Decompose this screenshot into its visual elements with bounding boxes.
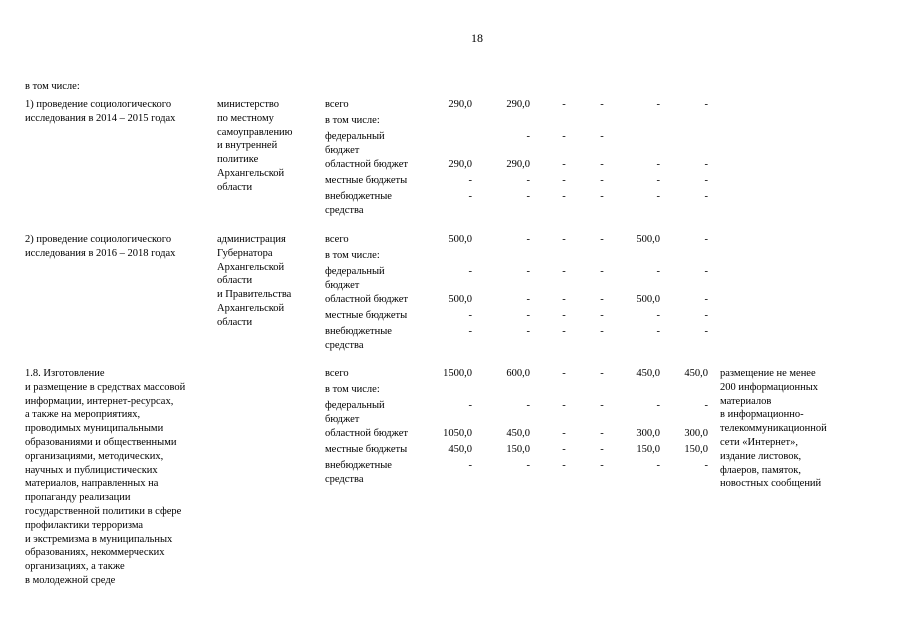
funding-source-label: федеральный бюджет — [325, 400, 385, 425]
funding-source-label: всего — [325, 368, 349, 379]
funding-value: - — [600, 368, 604, 379]
row-description: 1.8. Изготовление и размещение в средствах массовой информации, интернет-ресурсах, а также на мероприятиях, проводимых муниципальными образованиями и общественными организациями, методических, научных и публицистических материалов, направленных на пропаганду реализации государственной политики в сфере профилактики терроризма и экстремизма в муниципальных образованиях, некоммерческих организациях, а также в молодежной среде — [25, 368, 186, 586]
funding-value: - — [562, 368, 566, 379]
funding-value: - — [562, 159, 566, 170]
funding-value: - — [562, 175, 566, 186]
funding-value: 290,0 — [506, 159, 530, 170]
funding-value: - — [562, 266, 566, 277]
funding-value: 300,0 — [636, 428, 660, 439]
funding-value: - — [656, 460, 660, 471]
intro-text: в том числе: — [25, 81, 80, 92]
funding-value: - — [468, 175, 472, 186]
funding-value: - — [656, 326, 660, 337]
funding-value: - — [468, 310, 472, 321]
funding-value: - — [600, 131, 604, 142]
funding-value: - — [704, 99, 708, 110]
funding-value: - — [704, 400, 708, 411]
funding-source-label: областной бюджет — [325, 294, 408, 305]
page-number: 18 — [471, 31, 483, 45]
funding-source-label: местные бюджеты — [325, 444, 408, 455]
funding-value: - — [562, 191, 566, 202]
funding-value: - — [704, 326, 708, 337]
funding-value: 290,0 — [448, 159, 472, 170]
funding-source-label: всего — [325, 99, 349, 110]
funding-source-label: федеральный бюджет — [325, 131, 385, 156]
funding-value: - — [562, 326, 566, 337]
funding-source-label: внебюджетные средства — [325, 460, 392, 485]
funding-value: 500,0 — [636, 234, 660, 245]
funding-value: 500,0 — [448, 234, 472, 245]
funding-value: - — [562, 428, 566, 439]
funding-value: - — [656, 159, 660, 170]
funding-value: - — [600, 234, 604, 245]
funding-value: - — [600, 400, 604, 411]
funding-value: - — [562, 444, 566, 455]
funding-value: 450,0 — [506, 428, 530, 439]
funding-source-label: внебюджетные средства — [325, 326, 392, 351]
funding-value: - — [600, 460, 604, 471]
row-description: 2) проведение социологического исследования в 2016 – 2018 годах — [25, 234, 176, 259]
funding-value: 290,0 — [448, 99, 472, 110]
funding-value: 300,0 — [684, 428, 708, 439]
funding-value: - — [600, 266, 604, 277]
funding-value: - — [704, 234, 708, 245]
funding-value: - — [600, 175, 604, 186]
funding-source-label: местные бюджеты — [325, 175, 408, 186]
row-executor: министерство по местному самоуправлению и внутренней политике Архангельской области — [217, 99, 293, 193]
row-executor: администрация Губернатора Архангельской области и Правительства Архангельской области — [217, 234, 292, 328]
funding-source-label: областной бюджет — [325, 159, 408, 170]
funding-value: - — [600, 310, 604, 321]
funding-value: 150,0 — [636, 444, 660, 455]
funding-value: 1050,0 — [443, 428, 472, 439]
funding-value: - — [656, 191, 660, 202]
funding-value: - — [526, 294, 530, 305]
funding-value: - — [704, 159, 708, 170]
row-description: 1) проведение социологического исследования в 2014 – 2015 годах — [25, 99, 176, 124]
funding-value: - — [704, 191, 708, 202]
funding-value: 450,0 — [636, 368, 660, 379]
funding-value: - — [526, 310, 530, 321]
funding-value: - — [562, 294, 566, 305]
funding-value: - — [600, 159, 604, 170]
funding-source-label: всего — [325, 234, 349, 245]
funding-value: 450,0 — [684, 368, 708, 379]
funding-value: 500,0 — [636, 294, 660, 305]
funding-source-label: областной бюджет — [325, 428, 408, 439]
funding-value: - — [468, 266, 472, 277]
funding-value: - — [704, 175, 708, 186]
funding-value: - — [704, 266, 708, 277]
row-result: размещение не менее 200 информационных материалов в информационно- телекоммуникационной сети «Интернет», издание листовок, флаеров, памяток, новостных сообщений — [720, 368, 827, 490]
funding-value: - — [468, 400, 472, 411]
funding-value: - — [600, 326, 604, 337]
funding-value: - — [526, 191, 530, 202]
funding-source-label: в том числе: — [325, 384, 380, 395]
funding-value: - — [526, 266, 530, 277]
funding-value: 150,0 — [506, 444, 530, 455]
funding-value: - — [600, 294, 604, 305]
funding-value: - — [600, 444, 604, 455]
funding-value: - — [562, 131, 566, 142]
funding-value: - — [600, 99, 604, 110]
funding-source-label: местные бюджеты — [325, 310, 408, 321]
funding-value: - — [526, 131, 530, 142]
funding-value: - — [526, 460, 530, 471]
funding-value: - — [600, 428, 604, 439]
funding-source-label: федеральный бюджет — [325, 266, 385, 291]
funding-value: - — [704, 294, 708, 305]
funding-value: - — [656, 175, 660, 186]
funding-value: - — [704, 310, 708, 321]
funding-value: - — [562, 400, 566, 411]
funding-value: 600,0 — [506, 368, 530, 379]
funding-value: - — [600, 191, 604, 202]
funding-value: - — [468, 460, 472, 471]
funding-source-label: в том числе: — [325, 115, 380, 126]
funding-value: - — [656, 99, 660, 110]
funding-value: - — [526, 326, 530, 337]
funding-value: - — [526, 234, 530, 245]
funding-value: - — [656, 310, 660, 321]
funding-value: - — [704, 460, 708, 471]
funding-value: - — [562, 99, 566, 110]
funding-value: - — [562, 460, 566, 471]
funding-source-label: внебюджетные средства — [325, 191, 392, 216]
funding-value: - — [468, 326, 472, 337]
funding-value: 450,0 — [448, 444, 472, 455]
funding-value: - — [562, 310, 566, 321]
funding-value: 290,0 — [506, 99, 530, 110]
funding-value: - — [656, 400, 660, 411]
funding-value: 1500,0 — [443, 368, 472, 379]
funding-value: - — [562, 234, 566, 245]
funding-value: - — [468, 191, 472, 202]
funding-value: - — [526, 400, 530, 411]
funding-value: - — [526, 175, 530, 186]
funding-value: 500,0 — [448, 294, 472, 305]
funding-value: 150,0 — [684, 444, 708, 455]
funding-value: - — [656, 266, 660, 277]
funding-source-label: в том числе: — [325, 250, 380, 261]
